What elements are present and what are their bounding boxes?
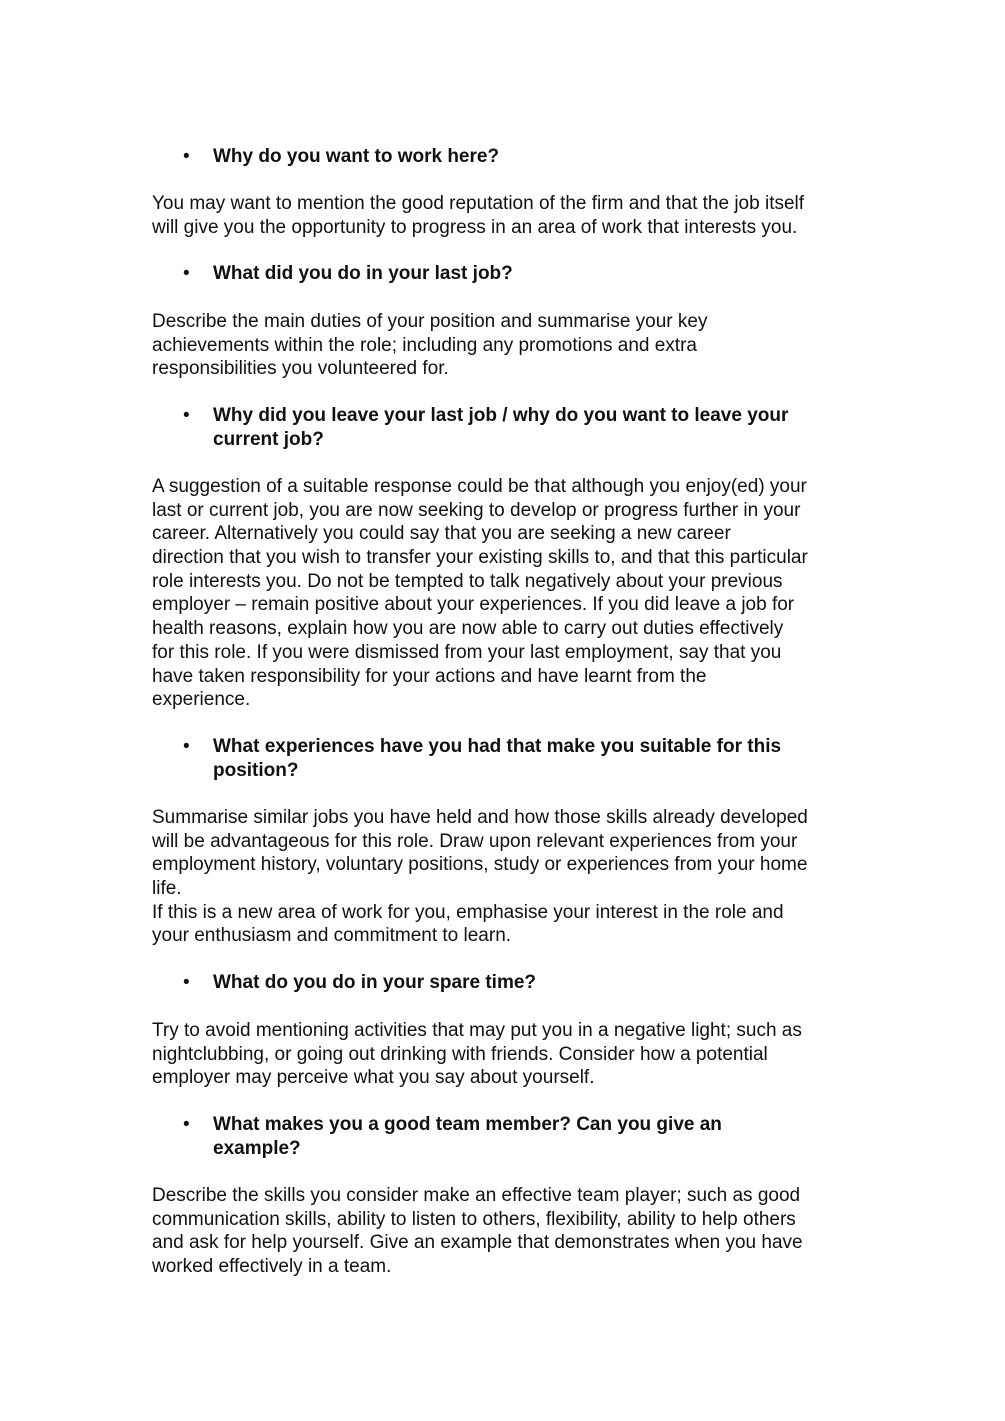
- question-line: What do you do in your spare time?: [213, 972, 537, 993]
- bullet-icon: •: [183, 736, 190, 757]
- answer-line: for this role. If you were dismissed from your last employment, say that you: [152, 641, 782, 663]
- answer-line: direction that you wish to transfer your existing skills to, and that this particular: [152, 547, 808, 569]
- bullet-icon: •: [183, 405, 190, 426]
- bullet-icon: •: [183, 146, 190, 167]
- question-line: What did you do in your last job?: [213, 263, 513, 284]
- answer-line: nightclubbing, or going out drinking with friends. Consider how a potential: [152, 1043, 768, 1065]
- bullet-icon: •: [183, 263, 190, 284]
- question-heading: [183, 145, 500, 169]
- question-line: What experiences have you had that make you suitable for this: [213, 736, 782, 757]
- answer-line: will give you the opportunity to progress in an area of work that interests you.: [152, 216, 798, 238]
- question-line: Why do you want to work here?: [213, 146, 500, 167]
- question-line: example?: [213, 1137, 301, 1159]
- answer-line: employment history, voluntary positions, study or experiences from your home: [152, 854, 808, 876]
- answer-paragraph: [152, 1019, 802, 1090]
- answer-line: life.: [152, 878, 182, 900]
- answer-line: A suggestion of a suitable response could be that although you enjoy(ed) your: [152, 476, 807, 497]
- question-heading: [183, 1113, 722, 1160]
- answer-paragraph: [152, 806, 808, 948]
- question-heading: [183, 262, 513, 286]
- answer-line: role interests you. Do not be tempted to talk negatively about your previous: [152, 570, 783, 592]
- answer-line: last or current job, you are now seeking to develop or progress further in your: [152, 499, 801, 521]
- answer-line: responsibilities you volunteered for.: [152, 358, 449, 380]
- answer-line: Try to avoid mentioning activities that may put you in a negative light; such as: [152, 1020, 802, 1041]
- question-heading: [183, 735, 782, 782]
- answer-line: worked effectively in a team.: [152, 1256, 392, 1278]
- answer-line: experience.: [152, 689, 251, 711]
- bullet-icon: •: [183, 1114, 190, 1135]
- question-heading: [183, 404, 789, 451]
- answer-line: Summarise similar jobs you have held and how those skills already developed: [152, 807, 808, 828]
- question-heading: [183, 971, 537, 995]
- answer-line: employer – remain positive about your experiences. If you did leave a job for: [152, 594, 795, 616]
- question-line: Why did you leave your last job / why do you want to leave your: [213, 405, 789, 426]
- bullet-icon: •: [183, 972, 190, 993]
- answer-paragraph: [152, 475, 808, 712]
- answer-line: have taken responsibility for your actions and have learnt from the: [152, 665, 707, 687]
- answer-line: Describe the main duties of your position and summarise your key: [152, 311, 708, 332]
- answer-paragraph: [152, 1184, 803, 1279]
- question-line: What makes you a good team member? Can you give an: [213, 1114, 722, 1135]
- answer-line: achievements within the role; including any promotions and extra: [152, 334, 697, 356]
- answer-line: Describe the skills you consider make an effective team player; such as good: [152, 1185, 801, 1206]
- answer-line: employer may perceive what you say about yourself.: [152, 1067, 595, 1089]
- answer-line: communication skills, ability to listen to others, flexibility, ability to help others: [152, 1208, 796, 1230]
- answer-paragraph: [152, 192, 804, 239]
- question-line: current job?: [213, 428, 324, 450]
- answer-line: career. Alternatively you could say that you are seeking a new career: [152, 523, 731, 545]
- answer-line: your enthusiasm and commitment to learn.: [152, 925, 512, 947]
- answer-line: health reasons, explain how you are now able to carry out duties effectively: [152, 618, 784, 640]
- question-line: position?: [213, 759, 299, 781]
- answer-line: will be advantageous for this role. Draw upon relevant experiences from your: [152, 830, 798, 852]
- answer-line: If this is a new area of work for you, emphasise your interest in the role and: [152, 901, 784, 923]
- answer-line: and ask for help yourself. Give an example that demonstrates when you have: [152, 1232, 803, 1254]
- answer-line: You may want to mention the good reputation of the firm and that the job itself: [152, 193, 805, 214]
- answer-paragraph: [152, 310, 707, 381]
